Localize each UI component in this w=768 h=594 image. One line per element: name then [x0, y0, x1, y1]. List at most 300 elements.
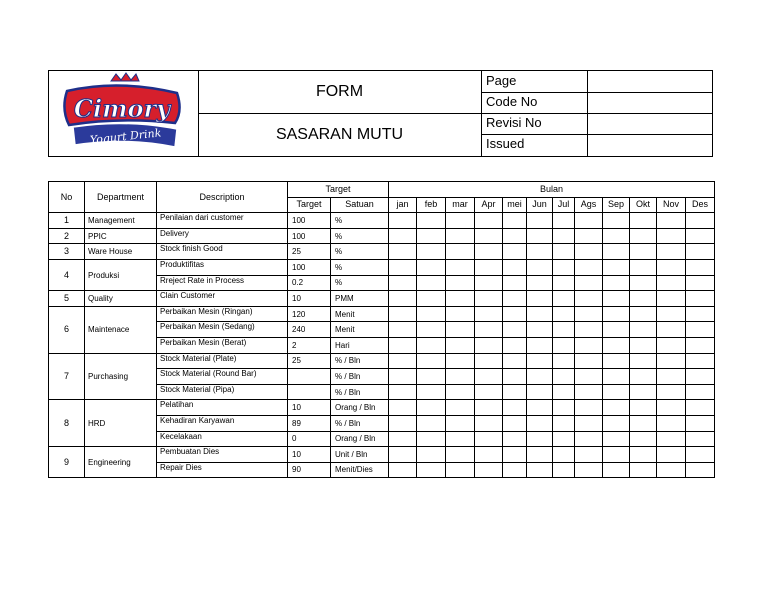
target-value-cell: 100	[288, 259, 331, 275]
month-entry-cell[interactable]	[657, 400, 686, 416]
month-entry-cell[interactable]	[527, 431, 553, 447]
form-label: FORM	[198, 71, 481, 114]
table-row	[49, 291, 715, 307]
month-entry-cell[interactable]	[389, 415, 417, 431]
month-entry-cell[interactable]	[527, 369, 553, 385]
month-entry-cell[interactable]	[417, 447, 446, 463]
month-entry-cell[interactable]	[630, 431, 657, 447]
month-entry-cell[interactable]	[630, 462, 657, 478]
month-entry-cell[interactable]	[446, 415, 475, 431]
month-entry-cell[interactable]	[446, 259, 475, 275]
month-entry-cell[interactable]	[686, 213, 715, 229]
month-entry-cell[interactable]	[389, 431, 417, 447]
month-entry-cell[interactable]	[389, 384, 417, 400]
month-entry-cell[interactable]	[603, 415, 630, 431]
month-entry-cell[interactable]	[475, 447, 503, 463]
month-entry-cell[interactable]	[417, 369, 446, 385]
meta-label: Page	[482, 71, 588, 92]
col-header-month: Des	[686, 197, 715, 213]
col-header-bulan: Bulan	[389, 182, 715, 198]
month-entry-cell[interactable]	[630, 384, 657, 400]
col-header-month: Ags	[575, 197, 603, 213]
month-entry-cell[interactable]	[475, 400, 503, 416]
month-entry-cell[interactable]	[389, 228, 417, 244]
month-entry-cell[interactable]	[446, 213, 475, 229]
month-entry-cell[interactable]	[553, 213, 575, 229]
month-entry-cell[interactable]	[417, 322, 446, 338]
month-entry-cell[interactable]	[417, 462, 446, 478]
satuan-cell: Unit / Bln	[331, 447, 389, 463]
col-header-target-group: Target	[288, 182, 389, 198]
col-header-description: Description	[157, 182, 288, 213]
month-entry-cell[interactable]	[389, 447, 417, 463]
month-entry-cell[interactable]	[446, 353, 475, 369]
month-entry-cell[interactable]	[657, 259, 686, 275]
month-entry-cell[interactable]	[527, 275, 553, 291]
month-entry-cell[interactable]	[630, 353, 657, 369]
month-entry-cell[interactable]	[417, 306, 446, 322]
month-entry-cell[interactable]	[686, 259, 715, 275]
quality-target-table	[48, 181, 715, 478]
month-entry-cell[interactable]	[575, 213, 603, 229]
header-row-1	[49, 182, 715, 198]
month-entry-cell[interactable]	[527, 353, 553, 369]
department-cell: Engineering	[85, 447, 157, 478]
month-entry-cell[interactable]	[389, 462, 417, 478]
month-entry-cell[interactable]	[686, 369, 715, 385]
table-row	[49, 228, 715, 244]
description-cell: Pelatihan	[157, 400, 288, 416]
month-entry-cell[interactable]	[527, 213, 553, 229]
month-entry-cell[interactable]	[575, 447, 603, 463]
month-entry-cell[interactable]	[389, 337, 417, 353]
satuan-cell: % / Bln	[331, 369, 389, 385]
satuan-cell: % / Bln	[331, 384, 389, 400]
satuan-cell: % / Bln	[331, 415, 389, 431]
cimory-logo	[49, 71, 198, 156]
target-value-cell: 25	[288, 353, 331, 369]
month-entry-cell[interactable]	[575, 353, 603, 369]
month-entry-cell[interactable]	[553, 259, 575, 275]
table-row	[49, 353, 715, 369]
month-entry-cell[interactable]	[603, 462, 630, 478]
description-cell: Stock Material (Round Bar)	[157, 369, 288, 385]
month-entry-cell[interactable]	[603, 337, 630, 353]
meta-value[interactable]	[589, 113, 713, 134]
month-entry-cell[interactable]	[603, 291, 630, 307]
month-entry-cell[interactable]	[686, 384, 715, 400]
month-entry-cell[interactable]	[417, 400, 446, 416]
month-entry-cell[interactable]	[603, 431, 630, 447]
month-entry-cell[interactable]	[603, 259, 630, 275]
month-entry-cell[interactable]	[603, 369, 630, 385]
month-entry-cell[interactable]	[503, 447, 527, 463]
meta-value[interactable]	[589, 92, 713, 113]
month-entry-cell[interactable]	[575, 431, 603, 447]
month-entry-cell[interactable]	[503, 275, 527, 291]
department-cell: Management	[85, 213, 157, 229]
col-header-month: Okt	[630, 197, 657, 213]
col-header-month: Jul	[553, 197, 575, 213]
meta-row-issued	[482, 134, 713, 156]
month-entry-cell[interactable]	[417, 213, 446, 229]
table-row	[49, 259, 715, 275]
description-cell: Kehadiran Karyawan	[157, 415, 288, 431]
month-entry-cell[interactable]	[603, 228, 630, 244]
month-entry-cell[interactable]	[527, 306, 553, 322]
month-entry-cell[interactable]	[630, 291, 657, 307]
month-entry-cell[interactable]	[389, 400, 417, 416]
target-value-cell: 89	[288, 415, 331, 431]
month-entry-cell[interactable]	[553, 306, 575, 322]
month-entry-cell[interactable]	[657, 213, 686, 229]
description-cell: Produktifitas	[157, 259, 288, 275]
month-entry-cell[interactable]	[446, 431, 475, 447]
month-entry-cell[interactable]	[686, 306, 715, 322]
month-entry-cell[interactable]	[630, 337, 657, 353]
month-entry-cell[interactable]	[446, 275, 475, 291]
department-cell: HRD	[85, 400, 157, 447]
month-entry-cell[interactable]	[575, 306, 603, 322]
month-entry-cell[interactable]	[417, 275, 446, 291]
month-entry-cell[interactable]	[475, 259, 503, 275]
table-row	[49, 400, 715, 416]
month-entry-cell[interactable]	[686, 244, 715, 260]
satuan-cell: %	[331, 275, 389, 291]
table-row	[49, 306, 715, 322]
month-entry-cell[interactable]	[686, 228, 715, 244]
target-value-cell: 2	[288, 337, 331, 353]
month-entry-cell[interactable]	[630, 213, 657, 229]
description-cell: Perbaikan Mesin (Sedang)	[157, 322, 288, 338]
month-entry-cell[interactable]	[630, 415, 657, 431]
month-entry-cell[interactable]	[657, 462, 686, 478]
row-number: 7	[49, 353, 85, 400]
month-entry-cell[interactable]	[630, 306, 657, 322]
month-entry-cell[interactable]	[475, 275, 503, 291]
month-entry-cell[interactable]	[446, 244, 475, 260]
month-entry-cell[interactable]	[630, 322, 657, 338]
month-entry-cell[interactable]	[475, 353, 503, 369]
row-number: 1	[49, 213, 85, 229]
month-entry-cell[interactable]	[446, 306, 475, 322]
month-entry-cell[interactable]	[686, 462, 715, 478]
satuan-cell: % / Bln	[331, 353, 389, 369]
month-entry-cell[interactable]	[417, 431, 446, 447]
month-entry-cell[interactable]	[553, 447, 575, 463]
month-entry-cell[interactable]	[503, 259, 527, 275]
month-entry-cell[interactable]	[417, 259, 446, 275]
month-entry-cell[interactable]	[475, 431, 503, 447]
month-entry-cell[interactable]	[475, 306, 503, 322]
month-entry-cell[interactable]	[603, 384, 630, 400]
month-entry-cell[interactable]	[575, 322, 603, 338]
description-cell: Perbaikan Mesin (Berat)	[157, 337, 288, 353]
col-header-month: feb	[417, 197, 446, 213]
row-number: 5	[49, 291, 85, 307]
month-entry-cell[interactable]	[686, 275, 715, 291]
document-title: SASARAN MUTU	[275, 125, 404, 143]
month-entry-cell[interactable]	[417, 337, 446, 353]
month-entry-cell[interactable]	[475, 415, 503, 431]
month-entry-cell[interactable]	[389, 213, 417, 229]
target-value-cell: 90	[288, 462, 331, 478]
month-entry-cell[interactable]	[503, 369, 527, 385]
month-entry-cell[interactable]	[417, 291, 446, 307]
month-entry-cell[interactable]	[603, 322, 630, 338]
row-number: 2	[49, 228, 85, 244]
department-cell: Maintenace	[85, 306, 157, 353]
month-entry-cell[interactable]	[575, 384, 603, 400]
month-entry-cell[interactable]	[657, 275, 686, 291]
month-entry-cell[interactable]	[446, 462, 475, 478]
month-entry-cell[interactable]	[630, 259, 657, 275]
target-value-cell	[288, 369, 331, 385]
month-entry-cell[interactable]	[503, 291, 527, 307]
month-entry-cell[interactable]	[686, 322, 715, 338]
month-entry-cell[interactable]	[553, 337, 575, 353]
col-header-target: Target	[288, 197, 331, 213]
month-entry-cell[interactable]	[603, 275, 630, 291]
month-entry-cell[interactable]	[446, 337, 475, 353]
month-entry-cell[interactable]	[446, 447, 475, 463]
month-entry-cell[interactable]	[575, 400, 603, 416]
description-cell: Delivery	[157, 228, 288, 244]
target-value-cell: 240	[288, 322, 331, 338]
target-value-cell: 120	[288, 306, 331, 322]
month-entry-cell[interactable]	[527, 415, 553, 431]
month-entry-cell[interactable]	[553, 400, 575, 416]
month-entry-cell[interactable]	[389, 275, 417, 291]
month-entry-cell[interactable]	[446, 291, 475, 307]
month-entry-cell[interactable]	[475, 291, 503, 307]
month-entry-cell[interactable]	[475, 384, 503, 400]
month-entry-cell[interactable]	[603, 244, 630, 260]
month-entry-cell[interactable]	[503, 228, 527, 244]
target-value-cell: 100	[288, 213, 331, 229]
month-entry-cell[interactable]	[575, 259, 603, 275]
target-value-cell: 10	[288, 447, 331, 463]
month-entry-cell[interactable]	[657, 244, 686, 260]
month-entry-cell[interactable]	[527, 400, 553, 416]
month-entry-cell[interactable]	[553, 384, 575, 400]
logo-cell	[49, 71, 199, 156]
month-entry-cell[interactable]	[527, 291, 553, 307]
meta-row-page	[482, 71, 713, 93]
month-entry-cell[interactable]	[603, 400, 630, 416]
month-entry-cell[interactable]	[475, 228, 503, 244]
month-entry-cell[interactable]	[389, 369, 417, 385]
month-entry-cell[interactable]	[503, 462, 527, 478]
meta-value[interactable]	[589, 71, 713, 92]
description-cell: Clain Customer	[157, 291, 288, 307]
logo-brand-text: Cimory	[73, 94, 171, 123]
month-entry-cell[interactable]	[686, 291, 715, 307]
meta-value[interactable]	[589, 134, 713, 156]
month-entry-cell[interactable]	[446, 384, 475, 400]
month-entry-cell[interactable]	[553, 228, 575, 244]
month-entry-cell[interactable]	[657, 228, 686, 244]
month-entry-cell[interactable]	[657, 447, 686, 463]
meta-row-revisi-no	[482, 113, 713, 135]
month-entry-cell[interactable]	[527, 259, 553, 275]
month-entry-cell[interactable]	[503, 322, 527, 338]
month-entry-cell[interactable]	[503, 244, 527, 260]
month-entry-cell[interactable]	[389, 244, 417, 260]
month-entry-cell[interactable]	[686, 337, 715, 353]
month-entry-cell[interactable]	[389, 306, 417, 322]
month-entry-cell[interactable]	[553, 244, 575, 260]
month-entry-cell[interactable]	[630, 400, 657, 416]
document-meta-table	[481, 71, 713, 156]
description-cell: Stock Material (Pipa)	[157, 384, 288, 400]
satuan-cell: Menit/Dies	[331, 462, 389, 478]
month-entry-cell[interactable]	[657, 384, 686, 400]
month-entry-cell[interactable]	[503, 400, 527, 416]
month-entry-cell[interactable]	[475, 322, 503, 338]
month-entry-cell[interactable]	[630, 244, 657, 260]
month-entry-cell[interactable]	[503, 337, 527, 353]
month-entry-cell[interactable]	[553, 275, 575, 291]
month-entry-cell[interactable]	[657, 415, 686, 431]
description-cell: Stock Material (Plate)	[157, 353, 288, 369]
month-entry-cell[interactable]	[527, 384, 553, 400]
department-cell: Quality	[85, 291, 157, 307]
month-entry-cell[interactable]	[446, 322, 475, 338]
satuan-cell: Menit	[331, 306, 389, 322]
month-entry-cell[interactable]	[575, 228, 603, 244]
month-entry-cell[interactable]	[553, 353, 575, 369]
month-entry-cell[interactable]	[657, 322, 686, 338]
month-entry-cell[interactable]	[575, 275, 603, 291]
month-entry-cell[interactable]	[503, 306, 527, 322]
month-entry-cell[interactable]	[503, 353, 527, 369]
satuan-cell: PMM	[331, 291, 389, 307]
month-entry-cell[interactable]	[630, 275, 657, 291]
month-entry-cell[interactable]	[503, 415, 527, 431]
month-entry-cell[interactable]	[417, 415, 446, 431]
month-entry-cell[interactable]	[527, 228, 553, 244]
satuan-cell: Orang / Bln	[331, 400, 389, 416]
department-cell: Purchasing	[85, 353, 157, 400]
target-value-cell	[288, 384, 331, 400]
month-entry-cell[interactable]	[603, 353, 630, 369]
month-entry-cell[interactable]	[630, 447, 657, 463]
month-entry-cell[interactable]	[475, 244, 503, 260]
month-entry-cell[interactable]	[553, 291, 575, 307]
month-entry-cell[interactable]	[527, 462, 553, 478]
month-entry-cell[interactable]	[686, 353, 715, 369]
satuan-cell: %	[331, 259, 389, 275]
description-cell: Penilaian dari customer	[157, 213, 288, 229]
target-value-cell: 100	[288, 228, 331, 244]
month-entry-cell[interactable]	[575, 462, 603, 478]
month-entry-cell[interactable]	[527, 322, 553, 338]
logo-tagline-text: Yogurt Drink	[89, 126, 162, 147]
month-entry-cell[interactable]	[553, 369, 575, 385]
month-entry-cell[interactable]	[527, 244, 553, 260]
month-entry-cell[interactable]	[686, 415, 715, 431]
month-entry-cell[interactable]	[446, 400, 475, 416]
month-entry-cell[interactable]	[657, 291, 686, 307]
month-entry-cell[interactable]	[389, 259, 417, 275]
month-entry-cell[interactable]	[553, 322, 575, 338]
month-entry-cell[interactable]	[417, 244, 446, 260]
description-cell: Repair Dies	[157, 462, 288, 478]
month-entry-cell[interactable]	[657, 431, 686, 447]
month-entry-cell[interactable]	[475, 337, 503, 353]
month-entry-cell[interactable]	[603, 213, 630, 229]
month-entry-cell[interactable]	[686, 447, 715, 463]
month-entry-cell[interactable]	[657, 353, 686, 369]
department-cell: PPIC	[85, 228, 157, 244]
month-entry-cell[interactable]	[686, 431, 715, 447]
satuan-cell: %	[331, 228, 389, 244]
month-entry-cell[interactable]	[417, 353, 446, 369]
col-header-month: Nov	[657, 197, 686, 213]
month-entry-cell[interactable]	[575, 369, 603, 385]
row-number: 8	[49, 400, 85, 447]
month-entry-cell[interactable]	[603, 447, 630, 463]
month-entry-cell[interactable]	[553, 431, 575, 447]
month-entry-cell[interactable]	[686, 400, 715, 416]
month-entry-cell[interactable]	[575, 244, 603, 260]
col-header-month: Sep	[603, 197, 630, 213]
month-entry-cell[interactable]	[417, 228, 446, 244]
month-entry-cell[interactable]	[503, 431, 527, 447]
meta-label: Code No	[482, 92, 588, 113]
row-number: 9	[49, 447, 85, 478]
col-header-month: mar	[446, 197, 475, 213]
month-entry-cell[interactable]	[657, 369, 686, 385]
col-header-department: Department	[85, 182, 157, 213]
month-entry-cell[interactable]	[475, 213, 503, 229]
meta-label: Issued	[482, 134, 588, 156]
target-value-cell: 0	[288, 431, 331, 447]
month-entry-cell[interactable]	[630, 228, 657, 244]
month-entry-cell[interactable]	[417, 384, 446, 400]
month-entry-cell[interactable]	[446, 228, 475, 244]
month-entry-cell[interactable]	[575, 337, 603, 353]
department-cell: Produksi	[85, 259, 157, 290]
month-entry-cell[interactable]	[603, 306, 630, 322]
meta-label: Revisi No	[482, 113, 588, 134]
target-value-cell: 0.2	[288, 275, 331, 291]
month-entry-cell[interactable]	[575, 291, 603, 307]
month-entry-cell[interactable]	[389, 322, 417, 338]
month-entry-cell[interactable]	[446, 369, 475, 385]
month-entry-cell[interactable]	[630, 369, 657, 385]
month-entry-cell[interactable]	[503, 384, 527, 400]
table-row	[49, 244, 715, 260]
month-entry-cell[interactable]	[527, 337, 553, 353]
month-entry-cell[interactable]	[527, 447, 553, 463]
month-entry-cell[interactable]	[575, 415, 603, 431]
month-entry-cell[interactable]	[389, 353, 417, 369]
month-entry-cell[interactable]	[553, 462, 575, 478]
month-entry-cell[interactable]	[657, 337, 686, 353]
month-entry-cell[interactable]	[475, 369, 503, 385]
description-cell: Kecelakaan	[157, 431, 288, 447]
month-entry-cell[interactable]	[389, 291, 417, 307]
table-row	[49, 213, 715, 229]
month-entry-cell[interactable]	[475, 462, 503, 478]
month-entry-cell[interactable]	[553, 415, 575, 431]
month-entry-cell[interactable]	[657, 306, 686, 322]
month-entry-cell[interactable]	[503, 213, 527, 229]
meta-row-code-no	[482, 92, 713, 114]
satuan-cell: Menit	[331, 322, 389, 338]
